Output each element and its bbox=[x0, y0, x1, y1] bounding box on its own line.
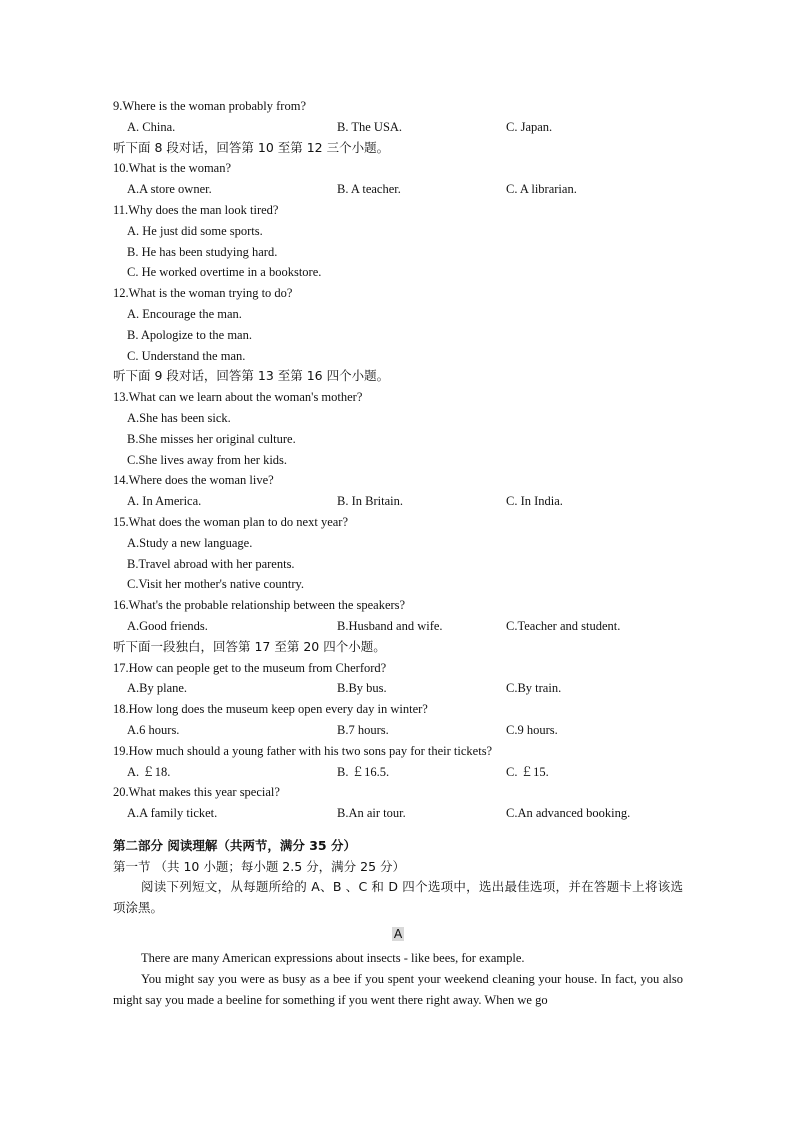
option-a: A. China. bbox=[127, 119, 176, 134]
question-11: 11.Why does the man look tired? bbox=[113, 202, 279, 217]
option-c: C.9 hours. bbox=[506, 722, 558, 737]
question-12: 12.What is the woman trying to do? bbox=[113, 286, 293, 301]
exam-page bbox=[113, 96, 683, 1010]
option-c: C. A librarian. bbox=[506, 182, 577, 197]
option-a: A.A family ticket. bbox=[127, 806, 218, 821]
option-b: B. Apologize to the man. bbox=[127, 327, 252, 342]
reading-instruction: 阅读下列短文，从每题所给的 A、B 、C 和 D 四个选项中，选出最佳选项，并在答题卡上将该选项涂黑。 bbox=[113, 879, 683, 916]
option-c: C.She lives away from her kids. bbox=[127, 452, 288, 467]
option-b: B.By bus. bbox=[337, 681, 387, 696]
question-9: 9.Where is the woman probably from? bbox=[113, 99, 306, 113]
part-2-title: 第二部分 阅读理解（共两节，满分 35 分） bbox=[113, 837, 356, 853]
option-c: C. Japan. bbox=[506, 119, 553, 134]
options-16 bbox=[113, 616, 683, 637]
question-10: 10.What is the woman? bbox=[113, 161, 232, 176]
options-14 bbox=[113, 491, 683, 512]
option-c: C. Understand the man. bbox=[127, 348, 246, 363]
section-1-heading: 第一节 （共 10 小题；每小题 2.5 分，满分 25 分） bbox=[113, 858, 406, 874]
option-b: B.An air tour. bbox=[337, 806, 406, 821]
question-19: 19.How much should a young father with his two sons pay for their tickets? bbox=[113, 743, 493, 758]
option-a: A.Good friends. bbox=[127, 618, 208, 633]
question-13: 13.What can we learn about the woman's mother? bbox=[113, 390, 363, 405]
question-18: 18.How long does the museum keep open every day in winter? bbox=[113, 702, 428, 717]
question-20: 20.What makes this year special? bbox=[113, 785, 280, 800]
dialogue-8-instruction: 听下面 8 段对话，回答第 10 至第 12 三个小题。 bbox=[113, 139, 390, 155]
question-14: 14.Where does the woman live? bbox=[113, 473, 274, 488]
question-15: 15.What does the woman plan to do next year? bbox=[113, 514, 348, 529]
options-20 bbox=[113, 803, 683, 824]
option-c: C.Teacher and student. bbox=[506, 618, 621, 633]
option-a: A. ￡18. bbox=[127, 764, 171, 779]
option-a: A.Study a new language. bbox=[127, 535, 253, 550]
option-a: A.By plane. bbox=[127, 681, 188, 696]
option-b: B.Travel abroad with her parents. bbox=[127, 556, 295, 571]
options-9 bbox=[113, 117, 683, 138]
option-c: C.Visit her mother's native country. bbox=[127, 577, 305, 592]
dialogue-9-instruction: 听下面 9 段对话，回答第 13 至第 16 四个小题。 bbox=[113, 368, 390, 384]
option-c: C. He worked overtime in a bookstore. bbox=[127, 265, 322, 280]
option-a: A.A store owner. bbox=[127, 182, 212, 197]
option-b: B. ￡16.5. bbox=[337, 764, 390, 779]
option-c: C. ￡15. bbox=[506, 764, 549, 779]
option-c: C. In India. bbox=[506, 494, 563, 509]
option-a: A. Encourage the man. bbox=[127, 306, 242, 321]
option-c: C.By train. bbox=[506, 681, 562, 696]
option-a: A.She has been sick. bbox=[127, 410, 231, 425]
option-a: A. He just did some sports. bbox=[127, 223, 263, 238]
option-a: A.6 hours. bbox=[127, 722, 180, 737]
options-10 bbox=[113, 179, 683, 200]
passage-label-text: A bbox=[393, 927, 403, 942]
option-a: A. In America. bbox=[127, 494, 202, 509]
passage-paragraph-1: There are many American expressions about insects - like bees, for example. bbox=[141, 951, 525, 966]
option-c: C.An advanced booking. bbox=[506, 806, 631, 821]
option-b: B. A teacher. bbox=[337, 182, 401, 197]
question-16: 16.What's the probable relationship between the speakers? bbox=[113, 598, 406, 613]
options-18 bbox=[113, 720, 683, 741]
passage-paragraph-2: You might say you were as busy as a bee if you spent your weekend cleaning your house. In fact, you also might say you made a beeline for something if you went there right away. When we go bbox=[113, 971, 683, 1007]
option-b: B.She misses her original culture. bbox=[127, 431, 296, 446]
monologue-instruction: 听下面一段独白，回答第 17 至第 20 四个小题。 bbox=[113, 638, 386, 654]
option-b: B. The USA. bbox=[337, 119, 403, 134]
options-19 bbox=[113, 762, 683, 783]
option-b: B. He has been studying hard. bbox=[127, 244, 278, 259]
passage-label bbox=[113, 927, 683, 942]
question-17: 17.How can people get to the museum from Cherford? bbox=[113, 660, 387, 675]
option-b: B.7 hours. bbox=[337, 722, 389, 737]
options-17 bbox=[113, 678, 683, 699]
option-b: B.Husband and wife. bbox=[337, 618, 443, 633]
option-b: B. In Britain. bbox=[337, 494, 403, 509]
